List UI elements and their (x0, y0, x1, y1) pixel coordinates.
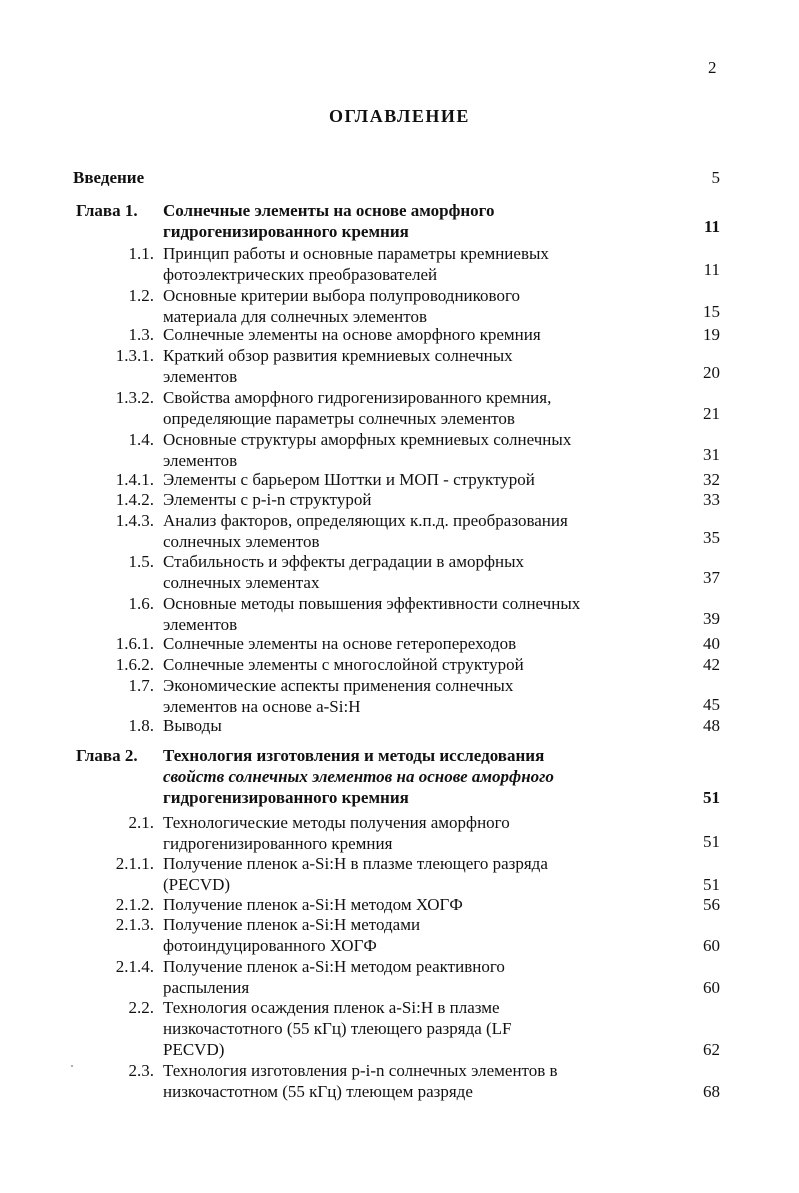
toc-section-number: 1.3. (128, 325, 154, 344)
toc-title-line: распыления (163, 977, 250, 997)
toc-entry-title (163, 511, 655, 553)
toc-title-line: Солнечные элементы на основе аморфного кремния (163, 325, 541, 344)
toc-section-number: 1.4.2. (115, 490, 154, 509)
toc-section-number: 1.3.1. (115, 346, 154, 365)
toc-page-number: 32 (703, 470, 720, 489)
toc-title-line: Технологические методы получения аморфного (163, 813, 510, 832)
toc-title-line: Получение пленок a-Si:H в плазме тлеющего разряда (163, 854, 548, 873)
toc-title-line: определяющие параметры солнечных элементов (163, 408, 515, 428)
toc-title-line: Стабильность и эффекты деградации в аморфных (163, 552, 525, 571)
toc-title-line: Солнечные элементы с многослойной структурой (163, 655, 524, 674)
toc-title-line: Получение пленок a-Si:H методом реактивного (163, 957, 505, 976)
toc-section-number: 2.1.3. (115, 915, 154, 934)
toc-title-line: Свойства аморфного гидрогенизированного кремния, (163, 388, 552, 407)
toc-title-line: Основные структуры аморфных кремниевых солнечных (163, 430, 572, 449)
toc-title-line: Основные методы повышения эффективности солнечных (163, 594, 581, 613)
toc-page-number: 19 (703, 325, 720, 344)
toc-section-number: 1.6. (128, 594, 154, 613)
toc-entry-title (163, 470, 655, 491)
toc-page-number: 56 (703, 895, 720, 914)
toc-page-number: 21 (703, 404, 720, 423)
toc-entry-title (163, 388, 655, 430)
toc-section-number: 2.1.1. (115, 854, 154, 873)
toc-title-line: элементов на основе a-Si:H (163, 696, 361, 716)
toc-chapter-number: Глава 1. (76, 201, 138, 220)
toc-page-number: 11 (703, 217, 720, 236)
toc-title-line: Основные критерии выбора полупроводникового (163, 286, 521, 305)
toc-title-line: Элементы с p-i-n структурой (163, 490, 372, 509)
toc-title-line: PECVD) (163, 1039, 225, 1059)
toc-entry-title: Введение (73, 168, 145, 187)
toc-page-number: 60 (703, 978, 720, 997)
toc-page-number: 48 (703, 716, 720, 735)
toc-entry-title (163, 490, 655, 511)
toc-entry-title (163, 286, 655, 328)
toc-title-line: низкочастотного (55 кГц) тлеющего разряда (LF (163, 1018, 512, 1038)
toc-title-line: Экономические аспекты применения солнечных (163, 676, 514, 695)
toc-entry-title (163, 895, 655, 916)
toc-title-line: Получение пленок a-Si:H методом ХОГФ (163, 895, 463, 914)
toc-entry-title (163, 957, 655, 999)
toc-entry-title (163, 594, 655, 636)
toc-section-number: 1.4.3. (115, 511, 154, 530)
toc-section-number: 1.6.1. (115, 634, 154, 653)
toc-section-number: 1.2. (128, 286, 154, 305)
toc-page-number: 37 (703, 568, 720, 587)
toc-title-line: фотоиндуцированного ХОГФ (163, 935, 377, 955)
toc-entry-title (163, 854, 655, 896)
toc-title-line: свойств солнечных элементов на основе аморфного (163, 766, 554, 786)
toc-page-number: 42 (703, 655, 720, 674)
toc-section-number: 1.3.2. (115, 388, 154, 407)
toc-title-line: гидрогенизированного кремния (163, 787, 409, 807)
toc-entry-title (163, 552, 655, 594)
toc-section-number: 1.4. (128, 430, 154, 449)
toc-page-number: 45 (703, 695, 720, 714)
toc-entry-title (163, 1061, 655, 1103)
toc-title-line: Солнечные элементы на основе аморфного (163, 201, 495, 220)
page-title: ОГЛАВЛЕНИЕ (329, 106, 470, 126)
toc-title-line: материала для солнечных элементов (163, 306, 427, 326)
toc-entry-title (163, 746, 655, 808)
toc-section-number: 2.1.2. (115, 895, 154, 914)
toc-entry-title (163, 634, 655, 655)
toc-section-number: 2.1.4. (115, 957, 154, 976)
toc-page-number: 51 (703, 875, 720, 894)
toc-title-line: Солнечные элементы на основе гетеропереходов (163, 634, 517, 653)
toc-title-line: гидрогенизированного кремния (163, 221, 409, 241)
toc-title-line: солнечных элементов (163, 531, 320, 551)
toc-entry-title (163, 813, 655, 855)
toc-title-line: элементов (163, 450, 238, 470)
toc-section-number: 2.1. (128, 813, 154, 832)
toc-title-line: Элементы с барьером Шоттки и МОП - структурой (163, 470, 535, 489)
toc-title-line: Анализ факторов, определяющих к.п.д. преобразования (163, 511, 568, 530)
toc-entry-title (163, 346, 655, 388)
toc-title-line: солнечных элементах (163, 572, 320, 592)
toc-section-number: 2.3. (128, 1061, 154, 1080)
toc-entry-title (163, 676, 655, 718)
toc-entry-title (163, 244, 655, 286)
toc-page-number: 15 (703, 302, 720, 321)
toc-title-line: фотоэлектрических преобразователей (163, 264, 438, 284)
scan-speck (71, 1065, 73, 1067)
toc-entry-title (163, 325, 655, 346)
toc-page-number: 62 (703, 1040, 720, 1059)
toc-section-number: 1.4.1. (115, 470, 154, 489)
toc-title-line: (PECVD) (163, 874, 231, 894)
toc-title-line: элементов (163, 614, 238, 634)
toc-page-number: 20 (703, 363, 720, 382)
toc-title-line: гидрогенизированного кремния (163, 833, 393, 853)
toc-title-line: Технология осаждения пленок a-Si:H в плазме (163, 998, 500, 1017)
toc-section-number: 1.7. (128, 676, 154, 695)
toc-section-number: 1.5. (128, 552, 154, 571)
toc-title-line: Технология изготовления и методы исследования (163, 746, 545, 765)
toc-title-line: элементов (163, 366, 238, 386)
toc-page-number: 40 (703, 634, 720, 653)
toc-title-line: Краткий обзор развития кремниевых солнечных (163, 346, 513, 365)
toc-section-number: 1.6.2. (115, 655, 154, 674)
toc-page-number: 51 (703, 832, 720, 851)
toc-entry-title (163, 201, 655, 243)
toc-chapter-number: Глава 2. (76, 746, 138, 765)
toc-title-line: низкочастотном (55 кГц) тлеющем разряде (163, 1081, 473, 1101)
toc-page-number: 68 (703, 1082, 720, 1101)
toc-page-number: 33 (703, 490, 720, 509)
toc-page-number: 5 (711, 168, 720, 187)
toc-entry-title (163, 915, 655, 957)
toc-page-number: 60 (703, 936, 720, 955)
toc-entry-title (163, 655, 655, 676)
toc-entry-title (163, 998, 655, 1060)
toc-page-number: 35 (703, 528, 720, 547)
page-number: 2 (708, 58, 717, 77)
toc-entry-title (163, 430, 655, 472)
toc-section-number: 1.1. (128, 244, 154, 263)
toc-page-number: 39 (703, 609, 720, 628)
toc-section-number: 1.8. (128, 716, 154, 735)
toc-title-line: Технология изготовления p-i-n солнечных элементов в (163, 1061, 558, 1080)
toc-section-number: 2.2. (128, 998, 154, 1017)
toc-title-line: Принцип работы и основные параметры кремниевых (163, 244, 549, 263)
toc-page-number: 51 (703, 788, 720, 807)
toc-title-line: Получение пленок a-Si:H методами (163, 915, 421, 934)
toc-title-line: Выводы (163, 716, 222, 735)
toc-page-number: 31 (703, 445, 720, 464)
toc-entry-title (163, 716, 655, 737)
toc-page-number: 11 (703, 260, 720, 279)
